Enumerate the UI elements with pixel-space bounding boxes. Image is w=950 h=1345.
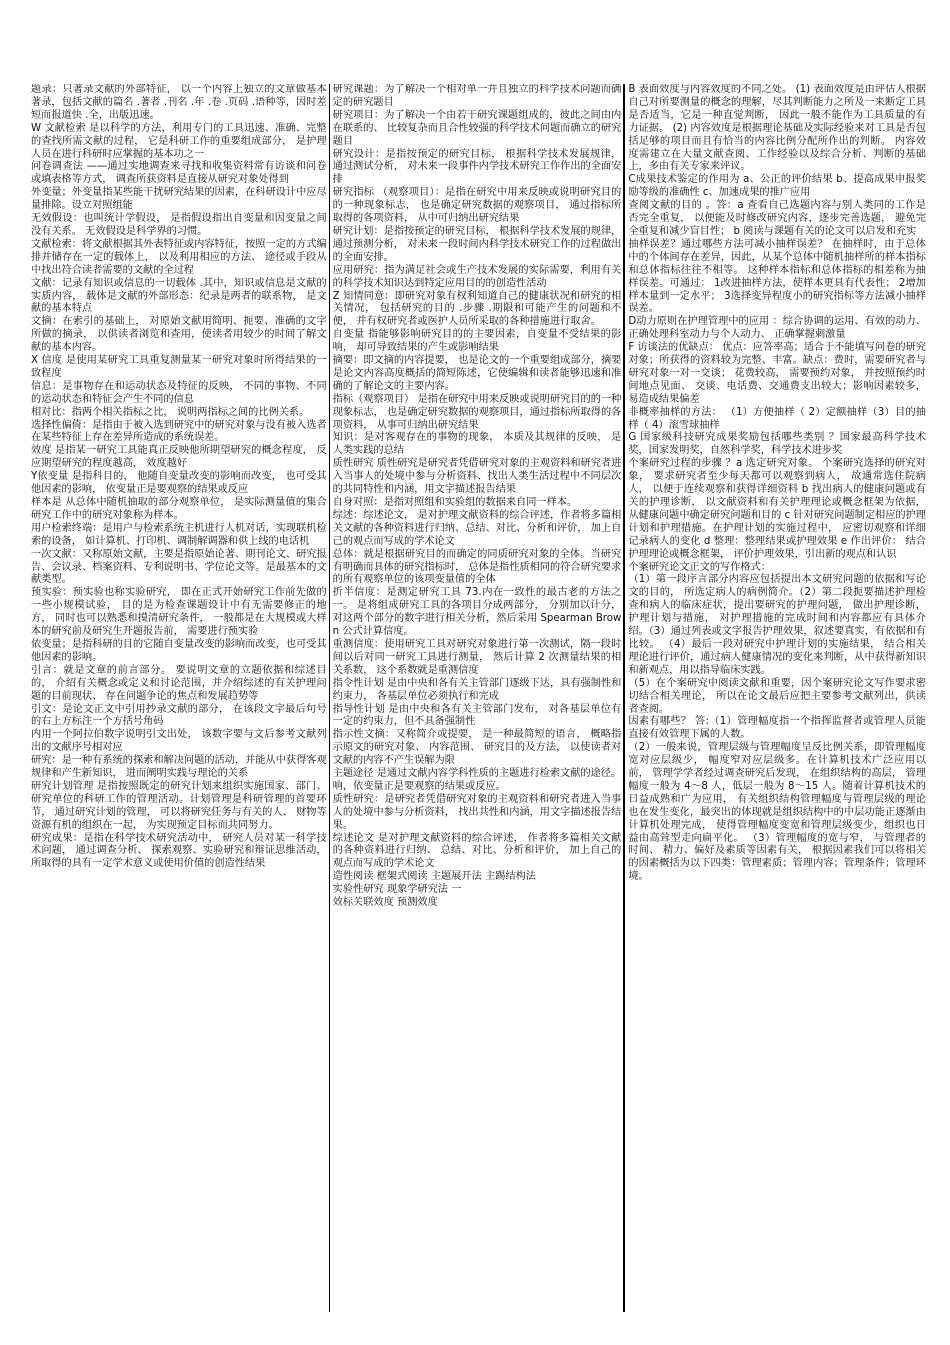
- paragraph: 样本是 从总体中随机抽取的部分观察单位， 是实际测量值的集合 研究工作中的研究对象称为样本。: [31, 497, 327, 521]
- paragraph: 文献：记录有知识或信息的一切载体 .其中，知识或信息是文献的实质内容， 载体是文献的外部形态：纪录是两者的联系物， 是文献的基本特点: [31, 277, 327, 315]
- paragraph: 研究：是一种有系统的探索和解决问题的活动，并能从中获得客观规律和产生新知识， 进而阐明实践与理论的关系: [31, 755, 327, 780]
- paragraph: 因素有哪些？ 答:（1）管理幅度指一个指挥监督者或管理人员能直接有效管理下属的人数。: [628, 716, 926, 741]
- paragraph: 指导性计划 是由中央和各有关主管部门发布， 对各基层单位有一定的约束力，但不具备强制性: [332, 703, 622, 728]
- paragraph: W 文献检索 是以科学的方法，利用专门的工具迅速、准确、完整的查找所需文献的过程， 它是科研工作的重要组成部分， 是护理人员在进行科研时应掌握的基本功之一: [31, 122, 327, 160]
- paragraph: 研究指标 （观察项目）：是指在研究中用来反映或说明研究目的的一种现象标志， 也是确定研究数据的观察项目， 通过指标所取得的各项资料， 从中可归纳出研究结果: [332, 187, 622, 225]
- paragraph: 用户检索终端：是用户与检索系统主机进行人机对话，实现联机检索的设备， 如计算机、打印机、调制解调器和供上线的电话机: [31, 522, 327, 547]
- paragraph: 主题途径 是通过文献内容学科性质的主题进行检索文献的途径。: [332, 768, 622, 780]
- paragraph: 指令性计划 是由中央和各有关主管部门逐级下达，具有强制性和约束力， 各基层单位必须执行和完成: [332, 677, 622, 702]
- paragraph: 个案研究论文正文的写作格式：: [628, 561, 771, 573]
- paragraph: D动力原则在护理管理中的应用 ：综合协调的运用、有效的动力、 正确处理科室动力与个人动力、 正确掌握刺激量: [628, 316, 926, 341]
- paragraph: 引文：是论文正文中引用抄录文献的部分， 在该段文字最后句号的右上方标注一个方括号角码: [31, 703, 327, 728]
- paragraph: 响，依变量正是要观察的结果或反应。: [332, 780, 506, 792]
- paragraph: 效标关联效度 预测效度: [332, 897, 438, 909]
- paragraph: 综述：综述论文， 是对护理文献资料的综合评述，作者将多篇相关文献的各种资料进行归纳、总结、对比、分析和评价， 加上自己的观点而写成的学术论文: [332, 509, 622, 547]
- paragraph: 摘要：即文摘的内容提要， 也是论文的一个重要组成部分，摘要是论文内容高度概括的简短陈述，它使编辑和读者能够迅速和准确的了解论文的主要内容。: [332, 355, 622, 392]
- paragraph: 总体：就是根据研究目的而确定的同质研究对象的全体。当研究有明确而具体的研究指标时， 总体是指性质相同的符合研究要求的所有观察单位的该项变量值的全体: [332, 548, 622, 586]
- paragraph: 查阅文献的目的 。答：a 查看自己选题内容与别人类同的工作是否完全重复， 以便能及时修改研究内容，逐步完善选题， 避免完全重复和减少盲目性； b 阅读与课题有关的论文可以启发和充实: [628, 200, 926, 237]
- paragraph: 题录：只著录文献的外部特征， 以一个内容上独立的文章做基本著录，包括文献的篇名 .著者 .刊名 .年 .卷 .页码 .语种等，因时差短而报道快 .全，出版迅速。: [31, 84, 327, 121]
- paragraph: 问卷调查法 ——通过实地调查来寻找和收集资料常有访谈和问卷或填表格等方式， 调查所获资料是直接从研究对象处得到: [31, 161, 327, 186]
- paragraph: 效度 是指某一研究工具能真正反映他所期望研究的概念程度， 反应期望研究的程度越高， 效度越好: [31, 445, 327, 470]
- paragraph: G 国家级科技研究成果奖励包括哪些类别 ？国家最高科学技术奖，国家发明奖，自然科学奖，科学技术进步奖: [628, 432, 926, 457]
- paragraph: 自身对照：是指对照组和实验组的数据来自同一样本。: [332, 497, 578, 508]
- paragraph: 信息：是事物存在和运动状态及特征的反映， 不同的事物、不同的运动状态和特征会产生不同的信息: [31, 380, 327, 405]
- paragraph: 指示性文摘：又称简介或提要， 是一种最简短的语言， 概略指示原文的研究对象、 内容范围、 研究目的及方法， 以使读者对文献的内容不产生误解为限: [332, 729, 622, 767]
- paragraph: 相对比：指两个相关指标之比， 说明两指标之间的比例关系。: [31, 406, 310, 418]
- paragraph: 抽样误差？通过哪些方法可减小抽样误差？ 在抽样时，由于总体中的个体间存在差异，因此，从某个总体中随机抽样所的样本指标和总体指标往往不相等。 这种样本指标和总体指标的相差称为抽样误差。可通过： 1改进抽样方法，使样本更具有代表性； 2增加样本量到一定水平； 3选择变异程度小的研究指标等方法减小抽样误差。: [628, 238, 926, 315]
- paragraph: （1）第一段序言部分内容应包括提出本文研究问题的依据和写论文的目的， 所选定病人的病例简介。（2）第二段扼要描述护理检查和病人的临床症状，提出要研究的护理问题， 做出护理诊断，护理计划与措施， 对护理措施的完成时间和内容都应有具体介绍。（3）通过列表或文字报告护理效果，叙述要真实，有依据和有比较。 （4）最后一段对研究中护理计划的实施结果， 结合相关理论进行评价，通过病人健康情况的变化来判断，从中获得新知识和新观点，用以指导临床实践。: [628, 574, 926, 676]
- paragraph: 外变量；外变量指某些能干扰研究结果的因素，在科研设计中应尽量排除。设立对照组能: [31, 187, 327, 212]
- paragraph: 指标（观察项目） 是指在研究中用来反映或说明研究目的的一种现象标志， 也是确定研究数据的观察项目，通过指标所取得的各项资料， 从事可归纳出研究结果: [332, 393, 622, 431]
- column-right: [625, 84, 926, 1312]
- paragraph: X 信度 是使用某研究工具重复测量某一研究对象时所得结果的一致程度: [31, 355, 327, 379]
- paragraph: 内用一个阿拉伯数字说明引文出处， 该数字要与文后参考文献列出的文献序号相对应: [31, 729, 327, 754]
- paragraph: 依变量；是指科研的目的它随自变量改变的影响而改变，也可受其他因素的影响。: [31, 638, 327, 663]
- paragraph: （2）一般来说，管理层级与管理幅度呈反比例关系，即管理幅度宽对应层级少， 幅度窄对应层级多。在计算机技术广泛应用以前， 管理学学者经过调查研究后发现， 在组织结构的高层， 管理幅度一般为 4～8 人，低层一般为 8～15 人。随着计算机技术的日益成熟和广为应用， 有关组织结构管理幅度与管理层级的理论也在发生变化，最突出的体现就是组织结构中的中层功能正逐渐由计算机处理完成， 使得管理幅度变宽和管理层级变少，组织也日益由高耸型走向扁平化。 （3）管理幅度的宽与窄， 与管理者的时间、 精力、偏好及素质等因素有关， 根据因素我们可以将相关的因素概括为以下四类：管理素质；管理内容；管理条件；管理环境。: [628, 742, 926, 883]
- paragraph: 知识：是对客观存在的事物的现象， 本质及其规律的反映， 是人类实践的总结: [332, 432, 622, 457]
- paragraph: B 表面效度与内容效度的不同之处。 (1) 表面效度是由评估人根据自己对所要测量的概念的理解，尽其判断能力之所及一来断定工具是否适当，它是一种直觉判断， 因此一般不能作为工具质量的有力证据。 (2) 内容效度是根据理论基础及实际经验来对工具是否包括足够的项目而且有恰当的内容比例分配所作出的判断。 内容效度需建立在大量文献查阅、工作经验以及综合分析、判断的基础上，多由有关专家来评议。: [628, 84, 926, 173]
- paragraph: 个案研究过程的步骤 ？a 选定研究对象。 个案研究选择的研究对象， 要求研究者至少每天都可以观察到病人， 故通常选住院病人， 以便于连续观察和获得详细资料 b 找出病人的健康问题或有关的护理诊断， 以文献资料和有关护理理论或概念框架为依据， 从健康问题中确定研究问题和目的 c 针对研究问题制定相应的护理计划和护理措施。在护理计划的实施过程中， 应密切观察和详细记录病人的变化 d 整理：整理结果或护理效果 e 作出评价： 结合护理理论或概念框架， 评价护理效果，引出新的观点和认识: [628, 458, 926, 560]
- paragraph: 研究项目：为了解决一个由若干研究课题组成的，彼此之间由内在联系的、 比较复杂而且合性较强的科学技术问题而确立的研究题目: [332, 109, 622, 147]
- paragraph: 综述论文 是对护理文献资料的综合评述， 作者将多篇相关文献的各种资料进行归纳、 总结、对比、分析和评价， 加上自己的观点而写成的学术论文: [332, 832, 622, 870]
- paragraph: 应用研究：指为满足社会或生产技术发展的实际需要，利用有关的科学技术知识达到特定应用目的的创造性活动: [332, 264, 622, 289]
- document-page: [31, 84, 926, 1312]
- paragraph: Z 知情同意：即研究对象有权利知道自己的健康状况和研究的相关情况， 包括研究的目的 .步骤 .期限和可能产生的问题和不便， 并有权研究者或医护人员所采取的各种措施进行取舍。: [332, 290, 622, 328]
- column-left: [31, 84, 329, 1312]
- paragraph: 选择性偏倚：是指由于被入选到研究中的研究对象与没有被入选者在某些特征上存在差异所造成的系统误差。: [31, 419, 327, 444]
- column-middle: [330, 84, 624, 1312]
- paragraph: 文献检索：将文献根据其外表特征或内容特征，按照一定的方式编排并储存在一定的载体上， 以及利用相应的方法、 途径或手段从中找出符合读者需要的文献的全过程: [31, 238, 327, 276]
- paragraph: 质性研究：是研究者凭借研究对象的主观资料和研究者进入当事人的处境中参与分析资料， 找出共性和内涵，用文字描述报告结果。: [332, 793, 622, 831]
- paragraph: 实验性研究 现象学研究法 一: [332, 884, 462, 896]
- paragraph: Y依变量 是指科目的， 他随自变量改变的影响而改变， 也可受其他因素的影响， 依变量正是要观察的结果或反应: [31, 471, 327, 496]
- paragraph: 造性阅读 框架式阅读 主题展开法 主踢结构法: [332, 871, 536, 883]
- paragraph: 研究计划管理 是指按照既定的研究计划来组织实施国家、部门、研究单位的科研工作的管理活动。计划管理是科研管理的首要环节， 通过研究计划的管理， 可以将研究任务与有关的人、 财物等资源有机的组织在一起， 为实现预定目标而共同努力。: [31, 780, 327, 831]
- paragraph: 折半信度：是测定研究工具 73.内在一致性的最古老的方法之一。 是将组成研究工具的各项目分成两部分， 分别加以计分， 对这两个部分的数字进行相关分析，然后采用 Spearman Brown 公式计算信度。: [332, 587, 622, 638]
- paragraph: 研究设计：是指按预定的研究目标， 根据科学技术发展规律， 通过测试分析， 对未来一段事件内学技术研究工作作出的全面安排: [332, 148, 622, 186]
- paragraph: 无效假设：也叫统计学假设， 是指假设指出自变量和因变量之间没有关系。 无效假设是科学界的习惯。: [31, 213, 327, 237]
- paragraph: 预实验：预实验也称实验研究， 即在正式开始研究工作前先做的一些小规模试验， 目的是为检查课题设计中有无需要修正的地方， 同时也可以熟悉和摸清研究条件， 一般都是在大规模或大样本的研究前及研究生开题报告前， 需要进行预实验: [31, 587, 327, 638]
- paragraph: C成果技术鉴定的作用为 a、公正的评价结果 b、提高成果申报奖励等级的准确性 c、加速成果的推广应用: [628, 174, 926, 199]
- paragraph: 研究课题：为了解决一个相对单一并且独立的科学技术问题而确定的研究题目: [332, 84, 622, 108]
- paragraph: 自变量 指能够影响研究目的的主要因素，自变量不受结果的影响， 却可导致结果的产生或影响结果: [332, 329, 622, 354]
- paragraph: 质性研究 质性研究是研究者凭借研究对象的主观资料和研究者进入当事人的处境中参与分析资料、找出人类生活过程中不同层次的共同特性和内涵，用文字描述报告结果: [332, 458, 622, 496]
- paragraph: 文摘：在索引的基础上， 对原始文献用简明、扼要、准确的文字所做的摘录， 以供读者浏览和查用，使读者用较少的时间了解文献的基本内容。: [31, 316, 327, 354]
- paragraph: 非概率抽样的方法： （1）方便抽样（ 2）定额抽样（3）目的抽样（ 4）滚雪球抽样: [628, 406, 926, 431]
- paragraph: 重测信度：使用研究工具对研究对象进行第一次测试，隔一段时间以后对同一研究工具进行测量， 然后计算 2 次测量结果的相关系数， 这个系数就是重测信度: [332, 638, 622, 676]
- paragraph: 一次文献：又称原始文献，主要是指原始论著、期刊论文、研究报告、会议录、档案资料、专利说明书、学位论文等。是最基本的文献类型。: [31, 548, 327, 586]
- paragraph: 研究计划：是指按预定的研究目标， 根据科学技术发展的规律， 通过预测分析， 对未来一段时间内科学技术研究工作的过程做出的全面安排。: [332, 225, 622, 263]
- paragraph: 研究成果：是指在科学技术研究活动中， 研究人员对某一科学技术问题， 通过调查分析、 探索观察、实验研究和辩证思维活动， 所取得的具有一定学术意义或使用价值的创造性结果: [31, 832, 327, 870]
- paragraph: （5）在个案研究中阅读文献和重要，因个案研究论文写作要求密切结合相关理论， 所以在论文最后应把主要参考文献列出，供读者查阅。: [628, 677, 926, 715]
- paragraph: F 访谈法的优缺点： 优点：应答率高；适合于不能填写问卷的研究对象；所获得的资料较为完整、丰富。缺点：费时，需要研究者与研究对象一对一交谈； 花费较高， 需要预约对象， 并按照预约时间地点见面、 交谈、电话费、交通费支出较大；影响因素较多，易造成结果偏差: [628, 342, 926, 405]
- paragraph: 引言：就是文章的前言部分。 要说明文章的立题依据和综述目的， 介绍有关概念或定义和讨论范围，并介绍综述的有关护理问题的目前现状、 存在问题争论的焦点和发展趋势等: [31, 664, 327, 702]
